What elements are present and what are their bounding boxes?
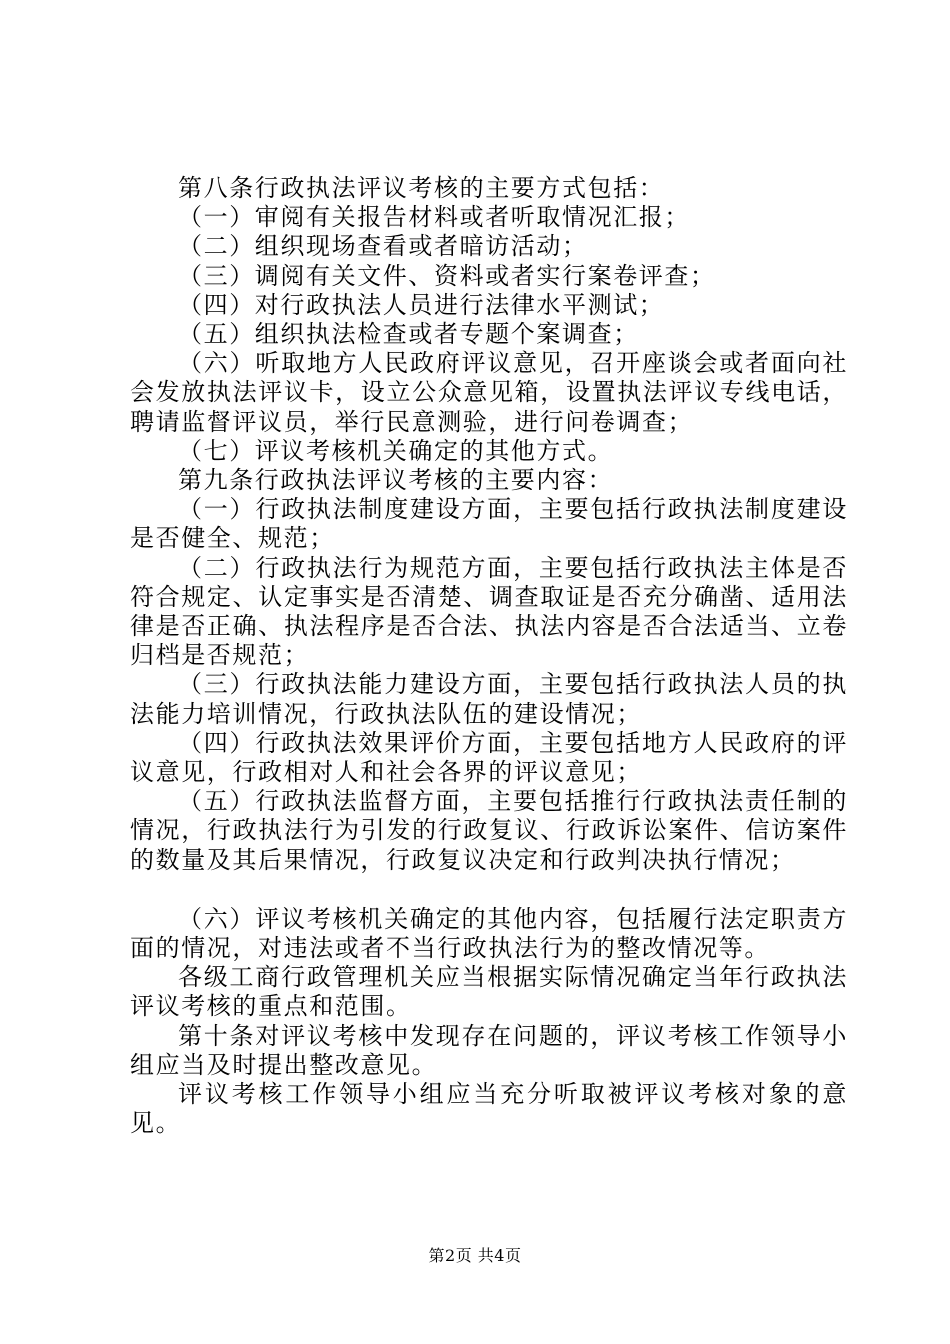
paragraph-item: （二）组织现场查看或者暗访活动； — [178, 232, 588, 261]
paragraph-item: （一）审阅有关报告材料或者听取情况汇报； — [178, 203, 690, 232]
paragraph-item: （七）评议考核机关确定的其他方式。 — [178, 436, 614, 465]
paragraph-item: （六）评议考核机关确定的其他内容，包括履行法定职责方面的情况，对违法或者不当行政执法行为的整改情况等。 — [130, 904, 848, 963]
paragraph-item: （六）听取地方人民政府评议意见，召开座谈会或者面向社会发放执法评议卡，设立公众意见箱，设置执法评议专线电话，聘请监督评议员，举行民意测验，进行问卷调查； — [130, 349, 848, 436]
paragraph-item: （三）调阅有关文件、资料或者实行案卷评查； — [178, 261, 716, 290]
document-body — [130, 174, 848, 1139]
paragraph-item: （四）对行政执法人员进行法律水平测试； — [178, 290, 665, 319]
paragraph: 评议考核工作领导小组应当充分听取被评议考核对象的意见。 — [130, 1080, 848, 1138]
paragraph-article-10: 第十条对评议考核中发现存在问题的，评议考核工作领导小组应当及时提出整改意见。 — [130, 1021, 848, 1079]
paragraph-item: （一）行政执法制度建设方面，主要包括行政执法制度建设是否健全、规范； — [130, 495, 848, 553]
paragraph-item: （三）行政执法能力建设方面，主要包括行政执法人员的执法能力培训情况，行政执法队伍的建设情况； — [130, 670, 848, 728]
paragraph-item: （五）组织执法检查或者专题个案调查； — [178, 320, 639, 349]
paragraph-item: （四）行政执法效果评价方面，主要包括地方人民政府的评议意见，行政相对人和社会各界的评议意见； — [130, 728, 848, 787]
paragraph-item: （五）行政执法监督方面，主要包括推行行政执法责任制的情况，行政执法行为引发的行政复议、行政诉讼案件、信访案件的数量及其后果情况，行政复议决定和行政判决执行情况； — [130, 787, 848, 874]
paragraph-article-8: 第八条行政执法评议考核的主要方式包括： — [178, 174, 665, 202]
paragraph: 各级工商行政管理机关应当根据实际情况确定当年行政执法评议考核的重点和范围。 — [130, 963, 848, 1021]
paragraph-item: （二）行政执法行为规范方面，主要包括行政执法主体是否符合规定、认定事实是否清楚、调查取证是否充分确凿、适用法律是否正确、执法程序是否合法、执法内容是否合法适当、立卷归档是否规范； — [130, 553, 848, 670]
paragraph-article-9: 第九条行政执法评议考核的主要内容： — [178, 466, 614, 495]
page-number: 第2页 共4页 — [428, 1246, 522, 1265]
